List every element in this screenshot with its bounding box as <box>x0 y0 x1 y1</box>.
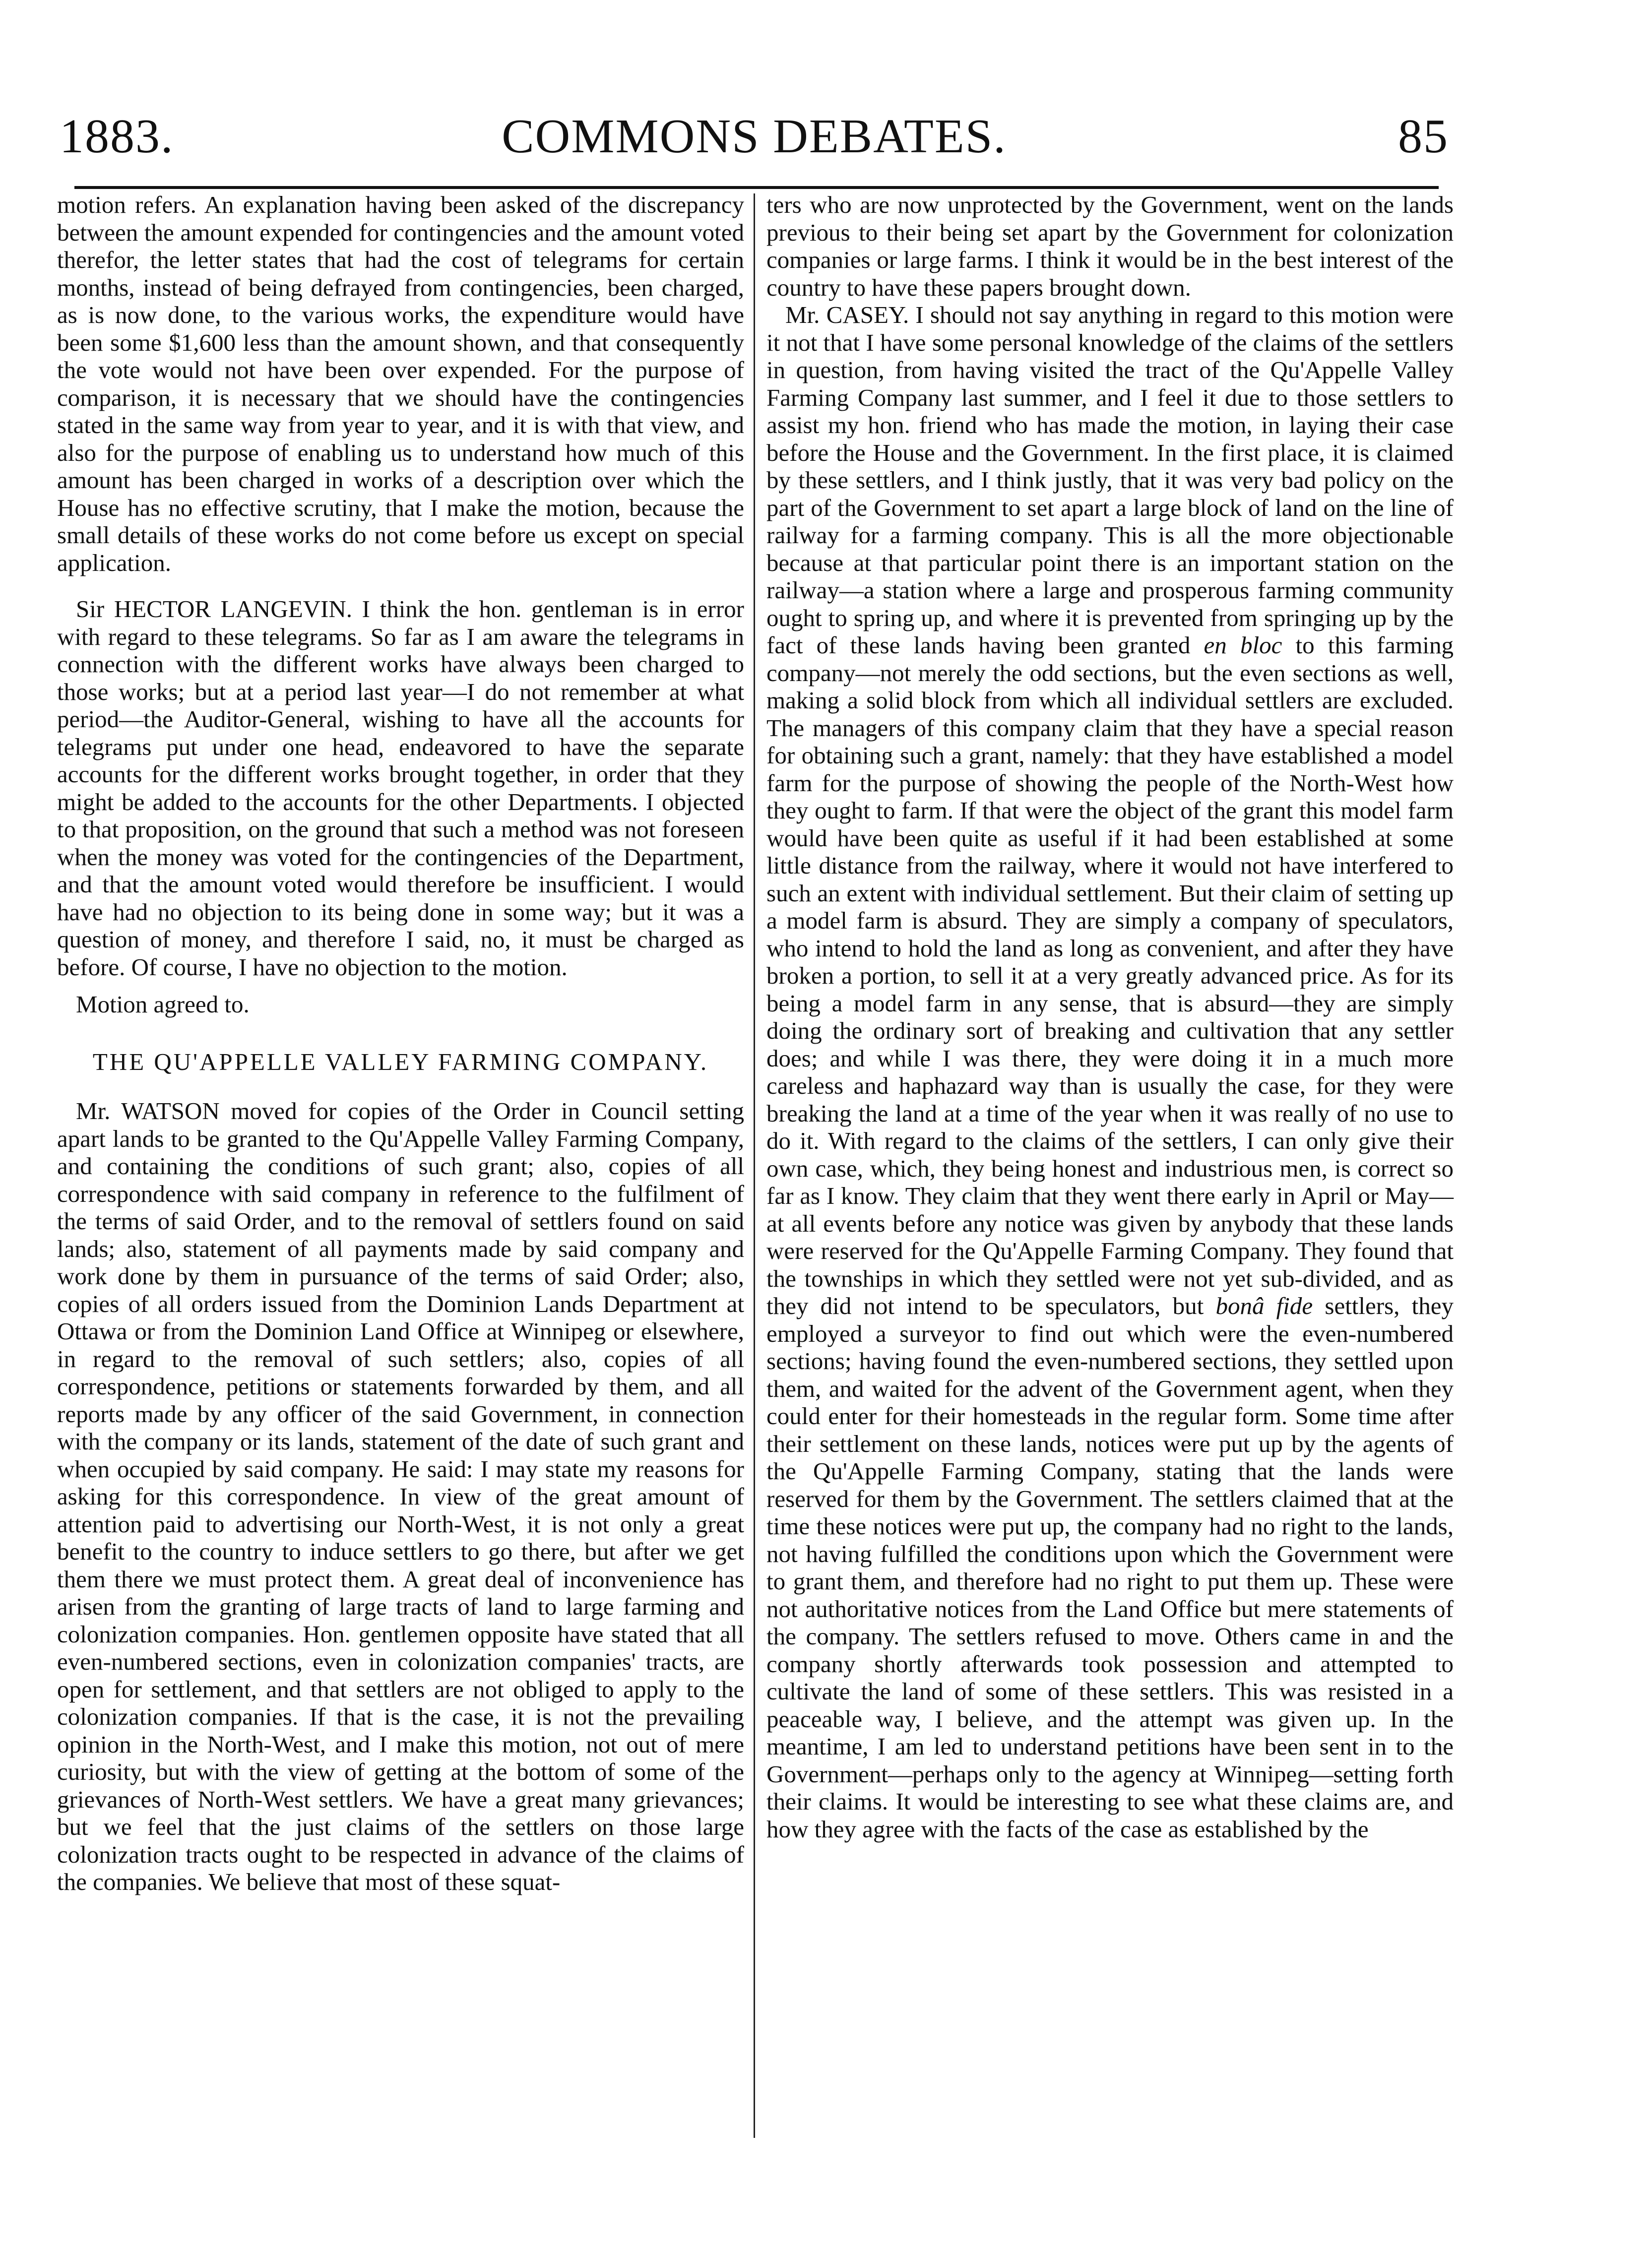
right-paragraph-1: ters who are now unprotected by the Government, went on the lands previous to their being set apart by the Government for colonization companies or large farms. I think it would be in the best interest of the country to have these papers brought down. <box>766 191 1454 301</box>
header-page-number: 85 <box>1398 110 1449 163</box>
header-title: COMMONS DEBATES. <box>502 110 1007 163</box>
header-rule <box>74 186 1439 189</box>
right-paragraph-2-part-b: to this farming company—not merely the odd sections, but the even sections as well, making a solid block from which all individual settlers are excluded. The managers of this company claim that they have a special reason for obtaining such a grant, namely: that they have established a model farm for the purpose of showing the people of the North-West how they ought to farm. If that were the object of the grant this model farm would have been quite as useful if it had been established at some little distance from the railway, where it would not have interfered to such an extent with individual settlement. But their claim of setting up a model farm is absurd. They are simply a company of speculators, who intend to hold the land as long as convenient, and after they have broken a portion, to sell it at a very greatly advanced price. As for its being a model farm in any sense, that is absurd—they are simply doing the ordinary sort of breaking and cultivation that any settler does; and while I was there, they were doing it in a much more careless and haphazard way than is usually the case, for they were breaking the land at a time of the year when it was really of no use to do it. With regard to the claims of the settlers, I can only give their own case, which, they being honest and industrious men, is correct so far as I know. They claim that they went there early in April or May—at all events before any notice was given by anybody that these lands were reserved for the Qu'Appelle Farming Company. They found that the townships in which they settled were not yet sub-divided, and as they did not intend to be speculators, but <box>766 631 1454 1319</box>
right-column <box>766 191 1454 1843</box>
right-paragraph-2-part-a: Mr. CASEY. I should not say anything in regard to this motion were it not that I have some personal knowledge of the claims of the settlers in question, from having visited the tract of the Qu'Appelle Valley Farming Company last summer, and I feel it due to those settlers to assist my hon. friend who has made the motion, in laying their case before the House and the Government. In the first place, it is claimed by these settlers, and I think justly, that it was very bad policy on the part of the Government to set apart a large block of land on the line of railway for a farming company. This is all the more objectionable because at that particular point there is an important station on the railway—a station where a large and prosperous farming community ought to spring up, and where it is prevented from springing up by the fact of these lands having been granted <box>766 301 1454 659</box>
italic-bona-fide: bonâ fide <box>1215 1292 1313 1319</box>
page-header <box>60 99 1449 174</box>
left-paragraph-2: Sir HECTOR LANGEVIN. I think the hon. gentleman is in error with regard to these telegrams. So far as I am aware the telegrams in connection with the different works have always been charged to those works; but at a period last year—I do not remember at what period—the Auditor-General, wishing to have all the accounts for telegrams put under one head, endeavored to have the separate accounts for the different works brought together, in order that they might be added to the accounts for the other Departments. I objected to that proposition, on the ground that such a method was not foreseen when the money was voted for the contingencies of the Department, and that the amount voted would therefore be insufficient. I would have had no objection to its being done in some way; but it was a question of money, and therefore I said, no, it must be charged as before. Of course, I have no objection to the motion. <box>57 595 744 981</box>
italic-en-bloc: en bloc <box>1204 631 1282 659</box>
header-year: 1883. <box>60 110 174 163</box>
right-paragraph-2 <box>766 301 1454 1843</box>
left-paragraph-3: Motion agreed to. <box>76 991 250 1018</box>
column-divider <box>754 193 755 2138</box>
left-paragraph-4: Mr. WATSON moved for copies of the Order in Council setting apart lands to be granted to the Qu'Appelle Valley Farming Company, and containing the conditions of such grant; also, copies of all correspondence with said company in reference to the fulfilment of the terms of said Order, and to the removal of settlers found on said lands; also, statement of all payments made by said company and work done by them in pursuance of the terms of said Order; also, copies of all orders issued from the Dominion Lands Department at Ottawa or from the Dominion Land Office at Winnipeg or elsewhere, in regard to the removal of such settlers; also, copies of all correspondence, petitions or statements forwarded by them, and all reports made by any officer of the said Government, in connection with the company or its lands, statement of the date of such grant and when occupied by said company. He said: I may state my reasons for asking for this correspondence. In view of the great amount of attention paid to advertising our North-West, it is not only a great benefit to the country to induce settlers to go there, but after we get them there we must protect them. A great deal of inconvenience has arisen from the granting of large tracts of land to large farming and colonization companies. Hon. gentlemen opposite have stated that all even-numbered sections, even in colonization companies' tracts, are open for settlement, and that settlers are not obliged to apply to the colonization companies. If that is the case, it is not the prevailing opinion in the North-West, and I make this motion, not out of mere curiosity, but with the view of getting at the bottom of some of the grievances of North-West settlers. We have a great many grievances; but we feel that the just claims of the settlers on those large colonization tracts ought to be respected in advance of the claims of the companies. We believe that most of these squat- <box>57 1097 744 1895</box>
section-heading: THE QU'APPELLE VALLEY FARMING COMPANY. <box>92 1048 709 1075</box>
left-column <box>57 191 744 1896</box>
right-paragraph-2-part-c: settlers, they employed a surveyor to find out which were the even-numbered sections; having found the even-numbered sections, they settled upon them, and waited for the advent of the Government agent, when they could enter for their homesteads in the regular form. Some time after their settlement on these lands, notices were put up by the agents of the Qu'Appelle Farming Company, stating that the lands were reserved for them by the Government. The settlers claimed that at the time these notices were put up, the company had no right to the lands, not having fulfilled the conditions upon which the Government were to grant them, and therefore had no right to put them up. These were not authoritative notices from the Land Office but mere statements of the company. The settlers refused to move. Others came in and the company shortly afterwards took possession and attempted to cultivate the land of some of these settlers. This was resisted in a peaceable way, I believe, and the attempt was given up. In the meantime, I am led to understand petitions have been sent in to the Government—perhaps only to the agency at Winnipeg—setting forth their claims. It would be interesting to see what these claims are, and how they agree with the facts of the case as established by the <box>766 1292 1454 1843</box>
left-paragraph-1: motion refers. An explanation having been asked of the discrepancy between the amount expended for contingencies and the amount voted therefor, the letter states that had the cost of telegrams for certain months, instead of being defrayed from contingencies, been charged, as is now done, to the various works, the expenditure would have been some $1,600 less than the amount shown, and that consequently the vote would not have been over expended. For the purpose of comparison, it is necessary that we should have the contingencies stated in the same way from year to year, and it is with that view, and also for the purpose of enabling us to understand how much of this amount has been charged in works of a description over which the House has no effective scrutiny, that I make the motion, because the small details of these works do not come before us except on special application. <box>57 191 744 576</box>
